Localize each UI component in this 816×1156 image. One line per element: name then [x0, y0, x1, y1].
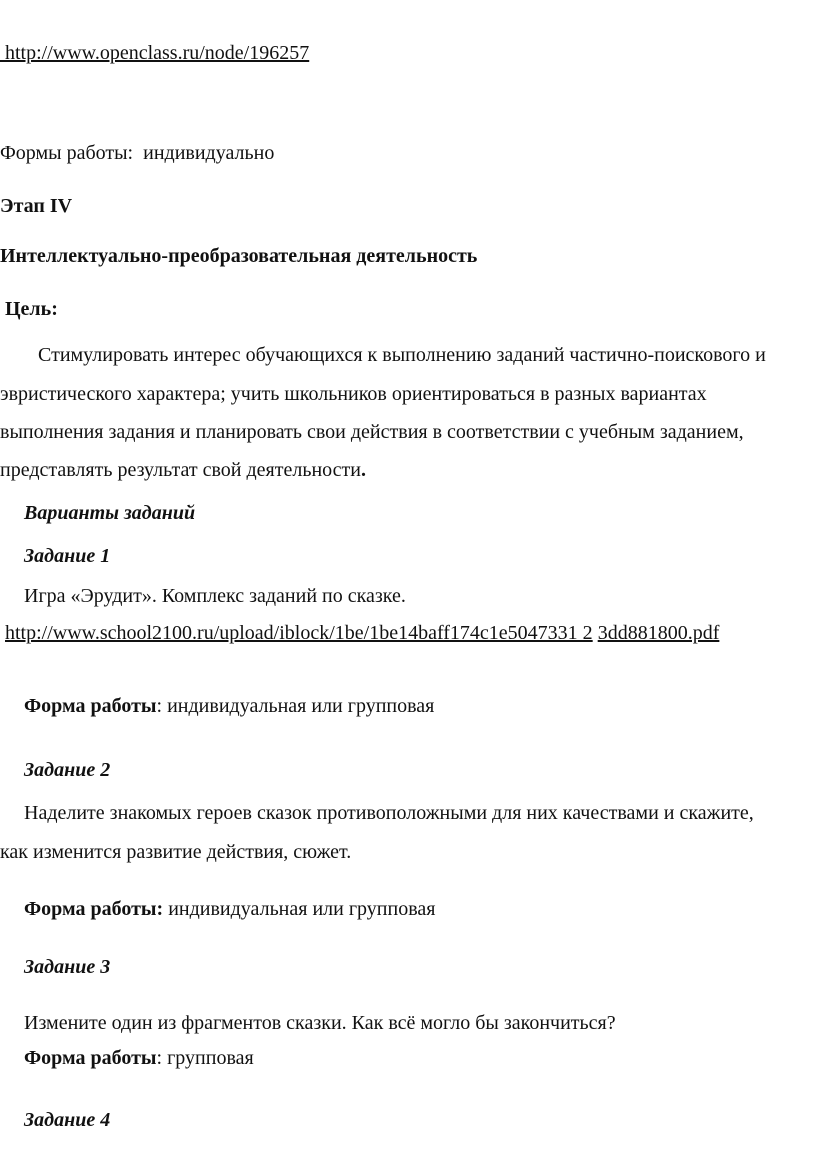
goal-label: Цель:: [5, 298, 58, 320]
task-2-line-2: как изменится развитие действия, сюжет.: [0, 841, 352, 863]
task-3-form-label: Форма работы: [24, 1047, 157, 1069]
source-link-text: http://www.openclass.ru/node/196257: [5, 42, 310, 64]
task-2-form-label: Форма работы:: [24, 898, 164, 920]
stage-subtitle: Интеллектуально-преобразовательная деятельность: [0, 245, 478, 267]
goal-line-3: выполнения задания и планировать свои действия в соответствии с учебным заданием,: [0, 421, 744, 443]
task-1-title: Задание 1: [24, 545, 111, 567]
source-link[interactable]: [0, 40, 309, 66]
task-2-title: Задание 2: [24, 759, 111, 781]
task-1-line-1: Игра «Эрудит». Комплекс заданий по сказке.: [24, 585, 406, 607]
form-of-work-value: индивидуально: [143, 142, 275, 164]
task-1-form-value: индивидуальная или групповая: [162, 695, 435, 717]
task-1-form-line: [24, 693, 434, 719]
form-of-work-line: [0, 140, 274, 166]
goal-line-4: [0, 457, 366, 483]
task-2-line-1: Наделите знакомых героев сказок противоположными для них качествами и скажите,: [24, 802, 754, 824]
task-3-title: Задание 3: [24, 956, 111, 978]
goal-line-4-text: представлять результат свой деятельности: [0, 459, 361, 481]
goal-line-2: эвристического характера; учить школьников ориентироваться в разных вариантах: [0, 383, 707, 405]
stage-title: Этап IV: [0, 195, 73, 217]
task-2-form-value: индивидуальная или групповая: [163, 898, 436, 920]
form-of-work-label: Формы работы:: [0, 142, 134, 164]
task-3-form-colon: :: [156, 1047, 163, 1069]
task-1-form-colon: :: [156, 695, 163, 717]
task-1-link-row: [0, 620, 719, 646]
task-3-form-line: [24, 1045, 254, 1071]
task-1-form-label: Форма работы: [24, 695, 157, 717]
goal-line-1: Стимулировать интерес обучающихся к выполнению заданий частично-поискового и: [38, 344, 766, 366]
task-1-link-part-2[interactable]: 3dd881800.pdf: [597, 622, 720, 644]
goal-line-4-end: .: [360, 459, 366, 481]
variants-title: Варианты заданий: [24, 502, 196, 524]
task-2-form-line: [24, 896, 435, 922]
task-3-form-value: групповая: [162, 1047, 254, 1069]
task-1-link-part-1[interactable]: http://www.school2100.ru/upload/iblock/1be/1be14baff174c1e5047331 2: [5, 622, 593, 644]
task-4-title: Задание 4: [24, 1109, 111, 1131]
task-3-line-1: Измените один из фрагментов сказки. Как всё могло бы закончиться?: [24, 1012, 616, 1034]
